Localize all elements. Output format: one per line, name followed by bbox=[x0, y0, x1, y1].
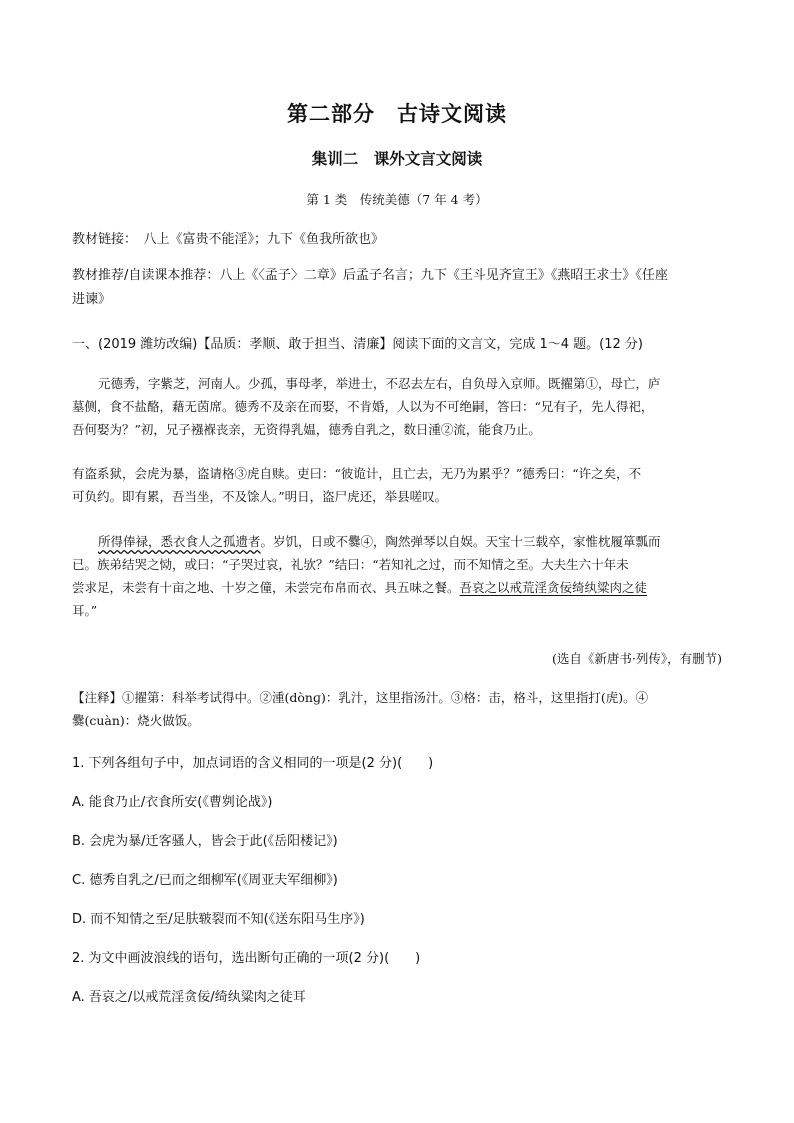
question-intro: 一、(2019 潍坊改编)【品质：孝顺、敢于担当、清廉】阅读下面的文言文，完成 1～4 题。(12 分) bbox=[72, 337, 643, 352]
passage-line: 墓侧，食不盐酪，藉无茵席。德秀不及亲在而娶，不肯婚，人以为不可绝嗣，答曰：“兄有子，先人得祀， bbox=[72, 399, 654, 414]
question-2-option-a: A. 吾哀之/以戒荒淫贪佞/绮纨粱肉之徒耳 bbox=[72, 990, 306, 1005]
question-2: 2. 为文中画波浪线的语句，选出断句正确的一项(2 分)( ) bbox=[72, 951, 421, 966]
note-line: 【注释】①擢第：科举考试得中。②湩(dònɡ)：乳汁，这里指汤汁。③格：击，格斗，这里指打(虎)。④ bbox=[72, 690, 649, 705]
passage-line bbox=[72, 530, 722, 553]
passage-line: 吾何娶为？”初，兄子襁褓丧亲，无资得乳媪，德秀自乳之，数日湩②流，能食乃止。 bbox=[72, 422, 541, 437]
notes-block bbox=[72, 686, 722, 732]
source-citation: (选自《新唐书·列传》，有删节) bbox=[552, 651, 722, 666]
passage-line: 已。族弟结哭之恸，或曰：“子哭过哀，礼欤？”结曰：“若知礼之过，而不知情之至。大夫生六十年未 bbox=[72, 557, 629, 572]
category-heading: 第 1 类 传统美德（7 年 4 考） bbox=[306, 192, 488, 207]
question-1-option-a: A. 能食乃止/衣食所安(《曹刿论战》) bbox=[72, 795, 273, 810]
passage-text: 尝求足，未尝有十亩之地、十岁之僮，未尝完布帛而衣、具五味之餐。 bbox=[72, 580, 460, 595]
passage-line: 耳。” bbox=[72, 603, 98, 618]
passage-line bbox=[72, 576, 722, 599]
textbook-links: 教材链接： 八上《富贵不能淫》；九下《鱼我所欲也》 bbox=[72, 232, 385, 247]
passage-text: 。岁饥，日或不爨④，陶然弹琴以自娱。天宝十三载卒，家惟枕履箪瓢而 bbox=[260, 534, 661, 549]
question-1: 1. 下列各组句子中，加点词语的含义相同的一项是(2 分)( ) bbox=[72, 756, 434, 771]
question-1-option-b: B. 会虎为暴/迁客骚人，皆会于此(《岳阳楼记》) bbox=[72, 834, 338, 849]
passage-paragraph-1 bbox=[72, 372, 722, 441]
passage-paragraph-3 bbox=[72, 530, 722, 622]
question-1-option-c: C. 德秀自乳之/已而之细柳军(《周亚夫军细柳》) bbox=[72, 873, 338, 888]
underlined-sentence: 吾哀之以戒荒淫贪佞绮纨粱肉之徒 bbox=[459, 580, 648, 595]
page-title: 第二部分 古诗文阅读 bbox=[287, 102, 507, 126]
wavy-underlined-sentence: 所得俸禄，悉衣食人之孤遗者 bbox=[98, 534, 261, 549]
recommend-line-2: 进谏》 bbox=[72, 292, 112, 307]
recommend-line-1: 教材推荐/自读课本推荐：八上《〈孟子〉二章》后孟子名言；九下《王斗见齐宣王》《燕昭王求士》《任座 bbox=[72, 268, 668, 283]
passage-line: 可负约。即有累，吾当坐，不及馀人。”明日，盗尸虎还，举县嗟叹。 bbox=[72, 489, 448, 504]
passage-line: 元德秀，字紫芝，河南人。少孤，事母孝，举进士，不忍去左右，自负母入京师。既擢第①，母亡，庐 bbox=[98, 376, 661, 391]
passage-line: 有盗系狱，会虎为暴，盗请格③虎自赎。吏曰：“彼诡计，且亡去，无乃为累乎？”德秀曰：“许之矣，不 bbox=[72, 466, 642, 481]
question-1-option-d: D. 而不知情之至/足肤皲裂而不知(《送东阳马生序》) bbox=[72, 912, 365, 927]
section-subtitle: 集训二 课外文言文阅读 bbox=[311, 150, 483, 168]
passage-paragraph-2 bbox=[72, 462, 722, 508]
note-line: 爨(cuàn)：烧火做饭。 bbox=[72, 713, 200, 728]
